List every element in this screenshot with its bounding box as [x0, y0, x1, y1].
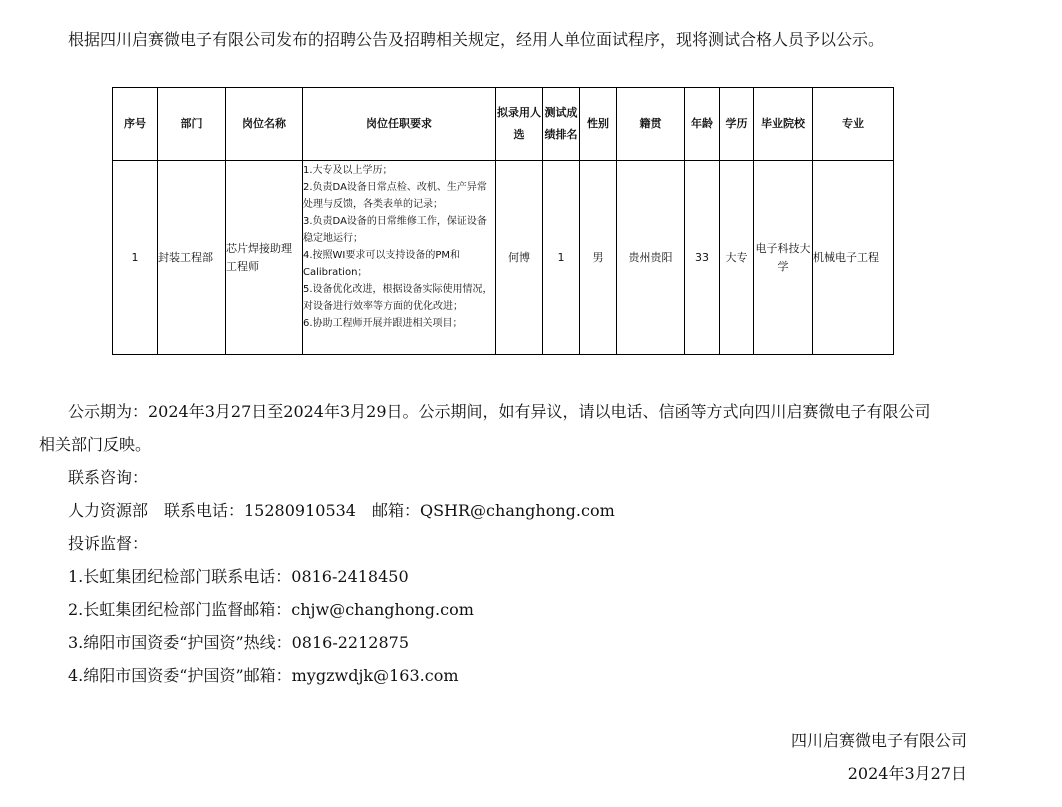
cell-candidate: 何博: [496, 161, 543, 355]
cell-education: 大专: [720, 161, 754, 355]
cell-gender: 男: [580, 161, 617, 355]
cell-origin: 贵州贵阳: [617, 161, 685, 355]
complaint-item: 1.长虹集团纪检部门联系电话：0816-2418450: [68, 567, 409, 586]
complaint-item: 3.绵阳市国资委“护国资”热线：0816-2212875: [68, 633, 410, 652]
requirement-item: 3.负责DA设备的日常维修工作，保证设备稳定地运行；: [303, 216, 487, 244]
signature-date: 2024年3月27日: [847, 764, 967, 783]
intro-paragraph: 根据四川启赛微电子有限公司发布的招聘公告及招聘相关规定，经用人单位面试程序，现将测试合格人员予以公示。: [68, 30, 885, 49]
complaint-item: 4.绵阳市国资委“护国资”邮箱：mygzwdjk@163.com: [68, 666, 459, 685]
header-age: 年龄: [685, 88, 720, 161]
notice-paragraph-line1: 公示期为：2024年3月27日至2024年3月29日。公示期间，如有异议，请以电话、信函等方式向四川启赛微电子有限公司: [68, 402, 931, 421]
header-rank: 测试成绩排名: [543, 88, 580, 161]
signature-company: 四川启赛微电子有限公司: [790, 731, 967, 750]
cell-major: 机械电子工程: [813, 161, 894, 355]
header-department: 部门: [158, 88, 226, 161]
notice-paragraph-line2: 相关部门反映。: [39, 435, 152, 454]
cell-age: 33: [685, 161, 720, 355]
header-position: 岗位名称: [226, 88, 303, 161]
header-requirements: 岗位任职要求: [303, 88, 496, 161]
cell-index: 1: [113, 161, 158, 355]
header-candidate: 拟录用人选: [496, 88, 543, 161]
table-row: [113, 161, 894, 355]
requirement-item: 5.设备优化改进，根据设备实际使用情况，对设备进行效率等方面的优化改进；: [303, 284, 493, 312]
cell-department: 封装工程部: [158, 161, 226, 355]
cell-requirements: [303, 161, 496, 355]
requirement-item: 2.负责DA设备日常点检、改机、生产异常处理与反馈，各类表单的记录；: [303, 182, 487, 210]
header-education: 学历: [720, 88, 754, 161]
hr-contact-line: 人力资源部 联系电话：15280910534 邮箱：QSHR@changhong.com: [68, 501, 615, 520]
contact-heading: 联系咨询：: [68, 468, 149, 487]
complaint-heading: 投诉监督：: [68, 534, 149, 553]
header-major: 专业: [813, 88, 894, 161]
cell-position: 芯片焊接助理工程师: [226, 161, 303, 355]
cell-school: 电子科技大学: [754, 161, 813, 355]
candidate-table: [112, 87, 894, 355]
table-header-row: [113, 88, 894, 161]
requirement-item: 4.按照WI要求可以支持设备的PM和Calibration；: [303, 250, 461, 278]
cell-rank: 1: [543, 161, 580, 355]
requirement-item: 1.大专及以上学历；: [303, 165, 393, 176]
header-gender: 性别: [580, 88, 617, 161]
requirement-item: 6.协助工程师开展并跟进相关项目；: [303, 318, 463, 329]
complaint-item: 2.长虹集团纪检部门监督邮箱：chjw@changhong.com: [68, 600, 474, 619]
header-index: 序号: [113, 88, 158, 161]
header-origin: 籍贯: [617, 88, 685, 161]
header-school: 毕业院校: [754, 88, 813, 161]
